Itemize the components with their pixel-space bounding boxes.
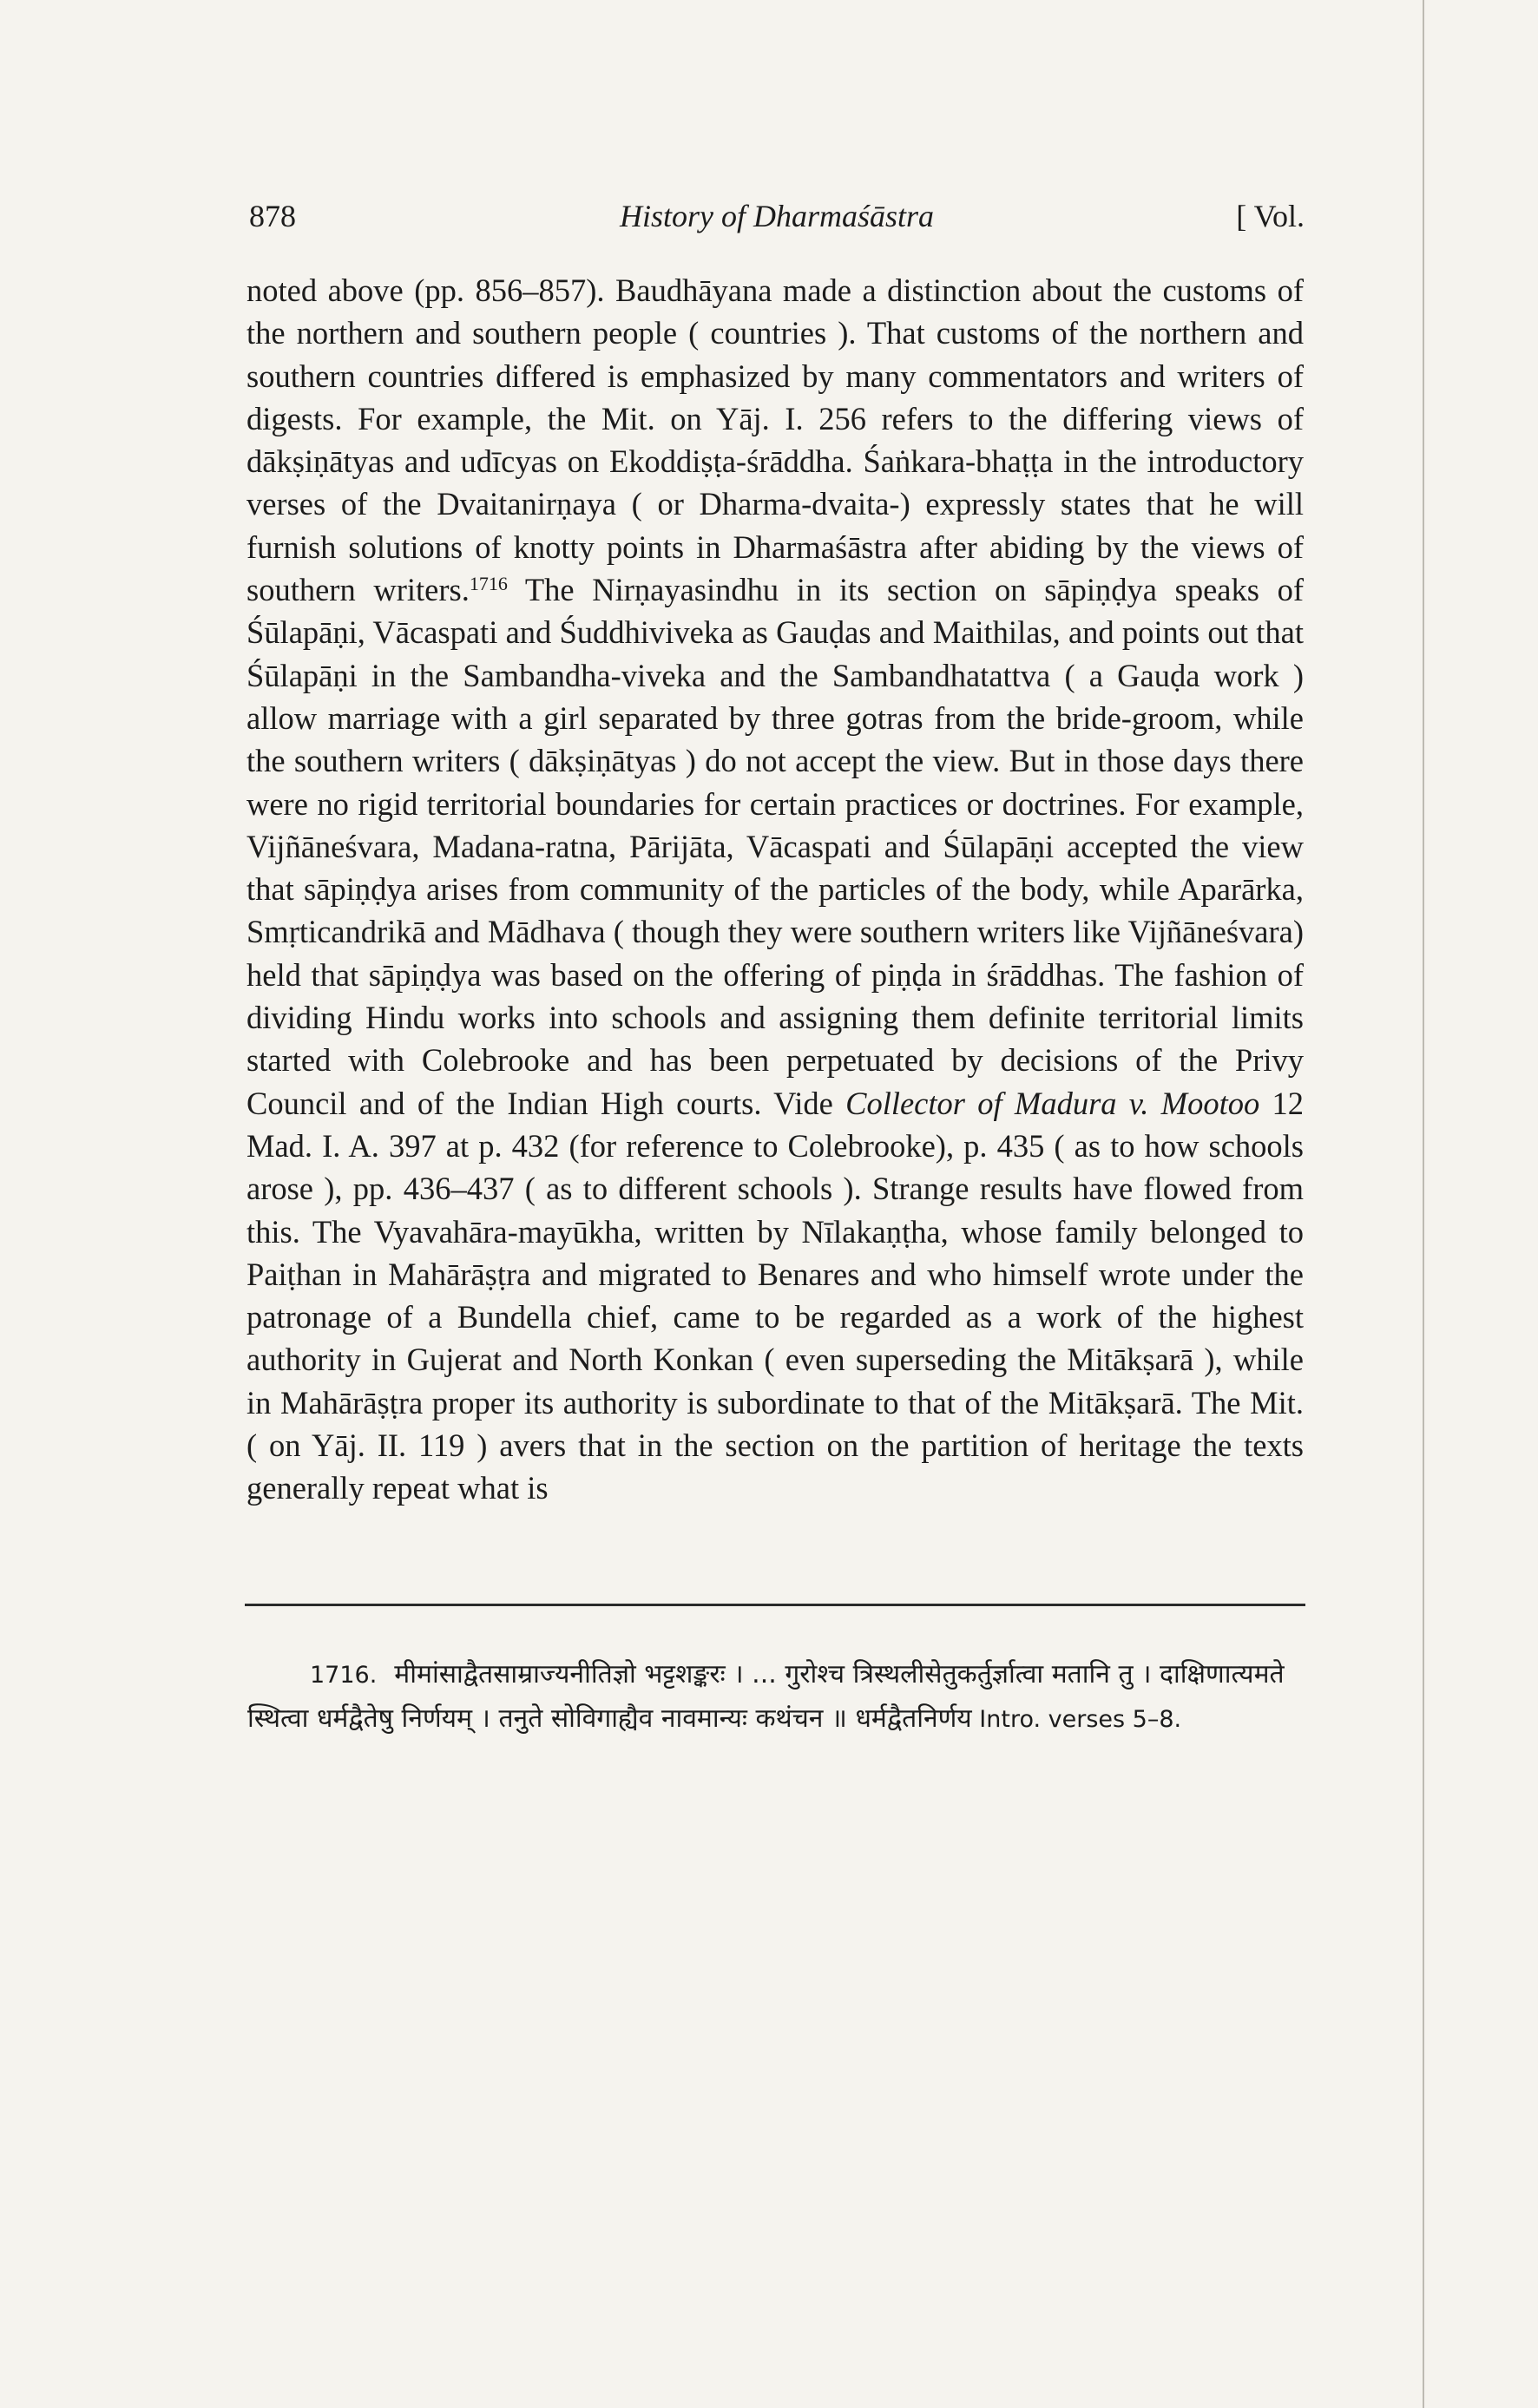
body-segment-2: The Nirṇayasindhu in its section on sāpiṇḍya speaks of Śūlapāṇi, Vācaspati and Śuddhiviveka as Gauḍas and Maithilas, and points out that Śūlapāṇi in the Sambandha-viveka and the Sambandhatattva ( a Gauḍa work ) allow marriage with a girl separated by three gotras from the bride-groom, while the southern writers ( dākṣiṇātyas ) do not accept the view. But in those days there were no rigid territorial boundaries for certain practices or doctrines. For example, Vijñāneśvara, Madana-ratna, Pārijāta, Vācaspati and Śūlapāṇi accepted the view that sāpiṇḍya arises from community of the particles of the body, while Aparārka, Smṛticandrikā and Mādhava ( though they were southern writers like Vijñāneśvara) held that sāpiṇḍya was based on the offering of piṇḍa in śrāddhas. The fashion of dividing Hindu works into schools and assigning them definite territorial limits started with Colebrooke and has been perpetuated by decisions of the Privy Council and of the Indian High courts. Vide (246, 572, 1304, 1121)
footnote-number: 1716. (310, 1662, 378, 1689)
footnote-divider (245, 1604, 1305, 1606)
footnote-sanskrit: मीमांसाद्वैतसाम्राज्यनीतिज्ञो भट्टशङ्करः । ... गुरोश्च त्रिस्थलीसेतुकर्तुर्ज्ञात्वा मतानि तु । दाक्षिणात्यमते स्थित्वा धर्मद्वैतेषु निर्णयम् । तनुते सोविगाह्यैव नावमान्यः कथंचन ॥ (247, 1659, 1285, 1734)
footnote-paragraph (247, 1653, 1305, 1742)
footnote (247, 1653, 1305, 1742)
running-title: History of Dharmaśāstra (619, 199, 935, 233)
footnote-source-ref: Intro. verses 5–8. (971, 1706, 1182, 1733)
body-segment-3: 12 Mad. I. A. 397 at p. 432 (for reference to Colebrooke), p. 435 ( as to how schools arose ), pp. 436–437 ( as to different schools ). Strange results have flowed from this. The Vyavahāra-mayūkha, written by Nīlakaṇṭha, whose family belonged to Paiṭhan in Mahārāṣṭra and migrated to Benares and who himself wrote under the patronage of a Bundella chief, came to be regarded as a work of the highest authority in Gujerat and North Konkan ( even superseding the Mitākṣarā ), while in Mahārāṣṭra proper its authority is subordinate to that of the Mitākṣarā. The Mit. ( on Yāj. II. 119 ) avers that in the section on the partition of heritage the texts generally repeat what is (246, 1085, 1305, 1506)
case-title: Collector of Madura v. Mootoo (845, 1085, 1260, 1121)
footnote-source-work: धर्मद्वैतनिर्णय (855, 1703, 972, 1734)
volume-label: [ Vol. (1236, 199, 1305, 233)
footnote-reference[interactable]: 1716 (469, 573, 508, 595)
body-paragraph (246, 269, 1304, 1510)
running-header (249, 198, 1305, 250)
body-segment-1: noted above (pp. 856–857). Baudhāyana made a distinction about the customs of the northern and southern people ( countries ). That customs of the northern and southern countries differed is emphasized by many commentators and writers of digests. For example, the Mit. on Yāj. I. 256 refers to the differing views of dākṣiṇātyas and udīcyas on Ekoddiṣṭa-śrāddha. Śaṅkara-bhaṭṭa in the introductory verses of the Dvaitanirṇaya ( or Dharma-dvaita-) expressly states that he will furnish solutions of knotty points in Dharmaśāstra after abiding by the views of southern writers. (246, 272, 1304, 608)
page-edge-line (1423, 0, 1424, 2408)
page-number: 878 (249, 199, 296, 233)
main-text (246, 269, 1304, 1510)
